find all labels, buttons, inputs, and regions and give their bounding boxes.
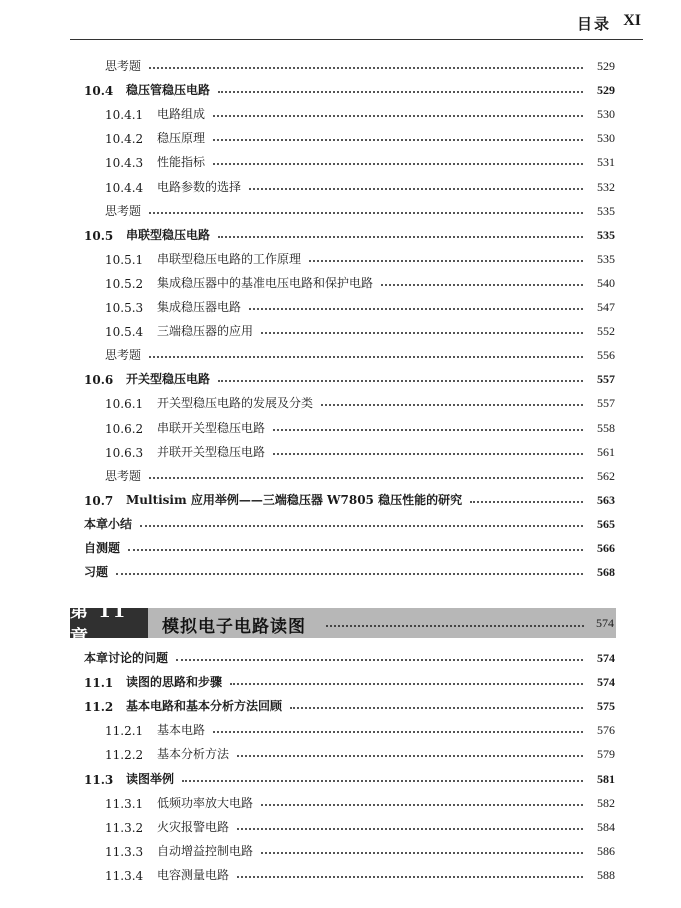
chapter-title: 模拟电子电路读图 bbox=[162, 617, 306, 637]
toc-entry-page: 552 bbox=[597, 324, 615, 339]
dot-leader bbox=[213, 162, 583, 165]
toc-entry-number: 10.4.3 bbox=[105, 156, 144, 171]
dot-leader bbox=[290, 706, 583, 709]
toc-entry-number: 10.4.4 bbox=[105, 180, 144, 195]
toc-entry-number: 10.4.2 bbox=[105, 132, 144, 147]
toc-entry-number: 10.5 bbox=[84, 228, 114, 243]
toc-entry-title: 低频功率放大电路 bbox=[157, 795, 254, 810]
toc-entry-number: 10.6 bbox=[84, 373, 114, 388]
dot-leader bbox=[182, 779, 583, 782]
toc-entry-page: 557 bbox=[597, 372, 615, 387]
toc-entry-number: 10.5.1 bbox=[105, 252, 144, 267]
toc-entry-page: 566 bbox=[597, 541, 615, 555]
toc-entry[interactable] bbox=[84, 536, 615, 556]
toc-entry-title: 基本电路和基本分析方法回顾 bbox=[126, 699, 283, 714]
header-title: 目录 bbox=[576, 15, 611, 33]
toc-entry[interactable] bbox=[84, 367, 615, 387]
toc-entry-number: 10.5.3 bbox=[105, 301, 144, 315]
toc-entry[interactable] bbox=[84, 78, 615, 98]
toc-entry[interactable] bbox=[105, 343, 615, 363]
toc-entry[interactable] bbox=[105, 839, 615, 859]
toc-entry-title: 开关型稳压电路 bbox=[126, 372, 211, 387]
toc-entry-page: 581 bbox=[597, 771, 615, 786]
dot-leader bbox=[249, 307, 583, 310]
toc-entry-title: 集成稳压器中的基准电压电路和保护电路 bbox=[157, 275, 374, 290]
dot-leader bbox=[218, 90, 583, 93]
toc-entry-number: 11.3.1 bbox=[105, 796, 144, 811]
toc-entry-title: 串联型稳压电路 bbox=[126, 227, 211, 242]
toc-entry-title: Multisim 应用举例——三端稳压器 W7805 稳压性能的研究 bbox=[126, 492, 463, 507]
dot-leader bbox=[249, 187, 583, 190]
toc-entry[interactable] bbox=[105, 791, 615, 811]
toc-entry-title: 稳压原理 bbox=[157, 131, 206, 146]
toc-entry-page: 535 bbox=[597, 227, 615, 242]
dot-leader bbox=[218, 235, 583, 238]
toc-entry-title: 并联开关型稳压电路 bbox=[157, 444, 266, 459]
dot-leader bbox=[321, 403, 583, 406]
dot-leader bbox=[381, 283, 583, 286]
toc-entry[interactable] bbox=[84, 512, 615, 532]
toc-entry-title: 串联开关型稳压电路 bbox=[157, 420, 266, 435]
toc-entry-page: 574 bbox=[597, 675, 615, 690]
toc-entry[interactable] bbox=[105, 416, 615, 436]
toc-entry-title: 基本分析方法 bbox=[157, 747, 230, 762]
toc-entry-page: 588 bbox=[597, 867, 615, 882]
dot-leader bbox=[213, 114, 583, 117]
toc-entry-title: 电容测量电路 bbox=[157, 867, 230, 882]
toc-entry-number: 10.6.3 bbox=[105, 445, 144, 460]
dot-leader bbox=[237, 875, 583, 878]
dot-leader bbox=[273, 452, 583, 455]
toc-entry[interactable] bbox=[84, 670, 615, 690]
page-header bbox=[0, 0, 681, 50]
chapter-page: 574 bbox=[596, 616, 614, 630]
toc-entry-page: 529 bbox=[597, 59, 615, 73]
toc-entry[interactable] bbox=[84, 560, 615, 580]
toc-entry-number: 10.6.1 bbox=[105, 397, 144, 412]
toc-entry-title: 读图举例 bbox=[126, 771, 175, 786]
toc-entry-title: 电路参数的选择 bbox=[157, 179, 242, 194]
toc-entry-page: 562 bbox=[597, 468, 615, 483]
toc-entry-page: 574 bbox=[597, 651, 615, 665]
toc-entry[interactable] bbox=[105, 102, 615, 122]
toc-entry-number: 11.3.2 bbox=[105, 820, 144, 835]
toc-entry[interactable] bbox=[105, 54, 615, 74]
dot-leader bbox=[261, 851, 583, 854]
toc-entry-page: 535 bbox=[597, 203, 615, 218]
toc-entry-title: 性能指标 bbox=[157, 155, 206, 170]
toc-entry[interactable] bbox=[105, 391, 615, 411]
toc-entry-number: 10.4.1 bbox=[105, 108, 144, 123]
toc-entry[interactable] bbox=[105, 863, 615, 883]
toc-entry[interactable] bbox=[105, 742, 615, 762]
dot-leader bbox=[128, 548, 583, 551]
toc-entry[interactable] bbox=[105, 199, 615, 219]
toc-entry-title: 思考题 bbox=[105, 59, 142, 73]
toc-entry-title: 稳压管稳压电路 bbox=[126, 83, 211, 98]
dot-leader bbox=[470, 500, 583, 503]
toc-entry[interactable] bbox=[84, 223, 615, 243]
toc-entry-page: 584 bbox=[597, 819, 615, 834]
toc-entry-number: 11.2 bbox=[84, 700, 114, 715]
toc-entry-page: 565 bbox=[597, 516, 615, 531]
toc-entry[interactable] bbox=[105, 247, 615, 267]
toc-entry-title: 火灾报警电路 bbox=[157, 819, 230, 834]
toc-entry-title: 习题 bbox=[84, 565, 109, 580]
toc-entry-title: 串联型稳压电路的工作原理 bbox=[157, 251, 302, 266]
header-rule bbox=[70, 39, 643, 40]
toc-entry-title: 本章讨论的问题 bbox=[84, 651, 169, 665]
toc-entry[interactable] bbox=[84, 488, 615, 508]
chapter-badge: 第 11 章 bbox=[70, 608, 148, 638]
toc-entry-number: 10.7 bbox=[84, 493, 114, 508]
toc-entry-page: 575 bbox=[597, 699, 615, 714]
toc-entry[interactable] bbox=[105, 126, 615, 146]
dot-leader bbox=[140, 524, 583, 527]
toc-entry-title: 自动增益控制电路 bbox=[157, 843, 254, 858]
toc-entry[interactable] bbox=[105, 295, 615, 315]
dot-leader bbox=[237, 827, 583, 830]
toc-entry-page: 579 bbox=[597, 747, 615, 762]
toc-entry-title: 三端稳压器的应用 bbox=[157, 324, 254, 339]
toc-entry[interactable] bbox=[105, 718, 615, 738]
toc-entry-page: 531 bbox=[597, 155, 615, 170]
dot-leader bbox=[149, 66, 583, 69]
toc-entry-page: 582 bbox=[597, 795, 615, 810]
toc-entry[interactable] bbox=[105, 150, 615, 170]
toc-entry[interactable] bbox=[105, 319, 615, 339]
toc-entry-page: 576 bbox=[597, 723, 615, 738]
toc-entry-title: 思考题 bbox=[105, 468, 142, 483]
toc-entry-page: 556 bbox=[597, 348, 615, 363]
toc-entry[interactable] bbox=[105, 440, 615, 460]
toc-entry-page: 568 bbox=[597, 565, 615, 580]
dot-leader bbox=[309, 259, 583, 262]
toc-entry-number: 11.2.1 bbox=[105, 724, 144, 739]
toc-entry-page: 530 bbox=[597, 107, 615, 122]
toc-entry-title: 自测题 bbox=[84, 541, 121, 555]
toc-entry-page: 557 bbox=[597, 396, 615, 411]
toc-entry-page: 529 bbox=[597, 83, 615, 98]
dot-leader bbox=[213, 138, 583, 141]
dot-leader bbox=[213, 730, 583, 733]
toc-entry-number: 11.3 bbox=[84, 772, 114, 787]
toc-entry-page: 586 bbox=[597, 843, 615, 858]
header-page-number: XI bbox=[623, 12, 641, 29]
dot-leader bbox=[237, 754, 583, 757]
toc-entry-number: 10.5.2 bbox=[105, 276, 144, 291]
toc-entry-title: 集成稳压器电路 bbox=[157, 300, 242, 314]
dot-leader bbox=[261, 331, 583, 334]
toc-entry-title: 基本电路 bbox=[157, 723, 206, 738]
chapter-11-banner[interactable] bbox=[70, 601, 616, 648]
dot-leader bbox=[149, 476, 583, 479]
toc-entry[interactable] bbox=[105, 271, 615, 291]
toc-entry[interactable] bbox=[84, 767, 615, 787]
dot-leader bbox=[218, 379, 583, 382]
toc-entry-number: 10.4 bbox=[84, 84, 114, 99]
toc-entry[interactable] bbox=[105, 815, 615, 835]
toc-entry-number: 11.1 bbox=[84, 676, 114, 691]
toc-entry-page: 563 bbox=[597, 492, 615, 507]
dot-leader bbox=[176, 658, 583, 661]
dot-leader bbox=[326, 625, 584, 627]
toc-entry-title: 本章小结 bbox=[84, 516, 133, 531]
toc-entry-page: 535 bbox=[597, 251, 615, 266]
dot-leader bbox=[230, 682, 583, 685]
dot-leader bbox=[149, 211, 583, 214]
toc-entry-page: 532 bbox=[597, 179, 615, 194]
toc-entry-page: 540 bbox=[597, 275, 615, 290]
toc-entry[interactable] bbox=[105, 175, 615, 195]
toc-entry-page: 558 bbox=[597, 420, 615, 435]
toc-entry-title: 开关型稳压电路的发展及分类 bbox=[157, 396, 314, 411]
toc-entry[interactable] bbox=[84, 694, 615, 714]
dot-leader bbox=[116, 572, 583, 575]
dot-leader bbox=[261, 803, 583, 806]
toc-entry-number: 11.2.2 bbox=[105, 748, 144, 763]
toc-entry[interactable] bbox=[105, 464, 615, 484]
toc-entry-page: 547 bbox=[597, 300, 615, 314]
toc-entry-page: 530 bbox=[597, 131, 615, 146]
dot-leader bbox=[149, 355, 583, 358]
toc-entry-title: 思考题 bbox=[105, 203, 142, 218]
toc-entry[interactable] bbox=[84, 646, 615, 666]
toc-entry-page: 561 bbox=[597, 444, 615, 459]
toc-entry-number: 10.6.2 bbox=[105, 421, 144, 436]
toc-entry-title: 电路组成 bbox=[157, 107, 206, 122]
toc-entry-title: 读图的思路和步骤 bbox=[126, 675, 223, 690]
dot-leader bbox=[273, 428, 583, 431]
toc-entry-title: 思考题 bbox=[105, 348, 142, 363]
toc-entry-number: 11.3.3 bbox=[105, 844, 144, 859]
toc-entry-number: 11.3.4 bbox=[105, 868, 144, 883]
toc-entry-number: 10.5.4 bbox=[105, 325, 144, 340]
